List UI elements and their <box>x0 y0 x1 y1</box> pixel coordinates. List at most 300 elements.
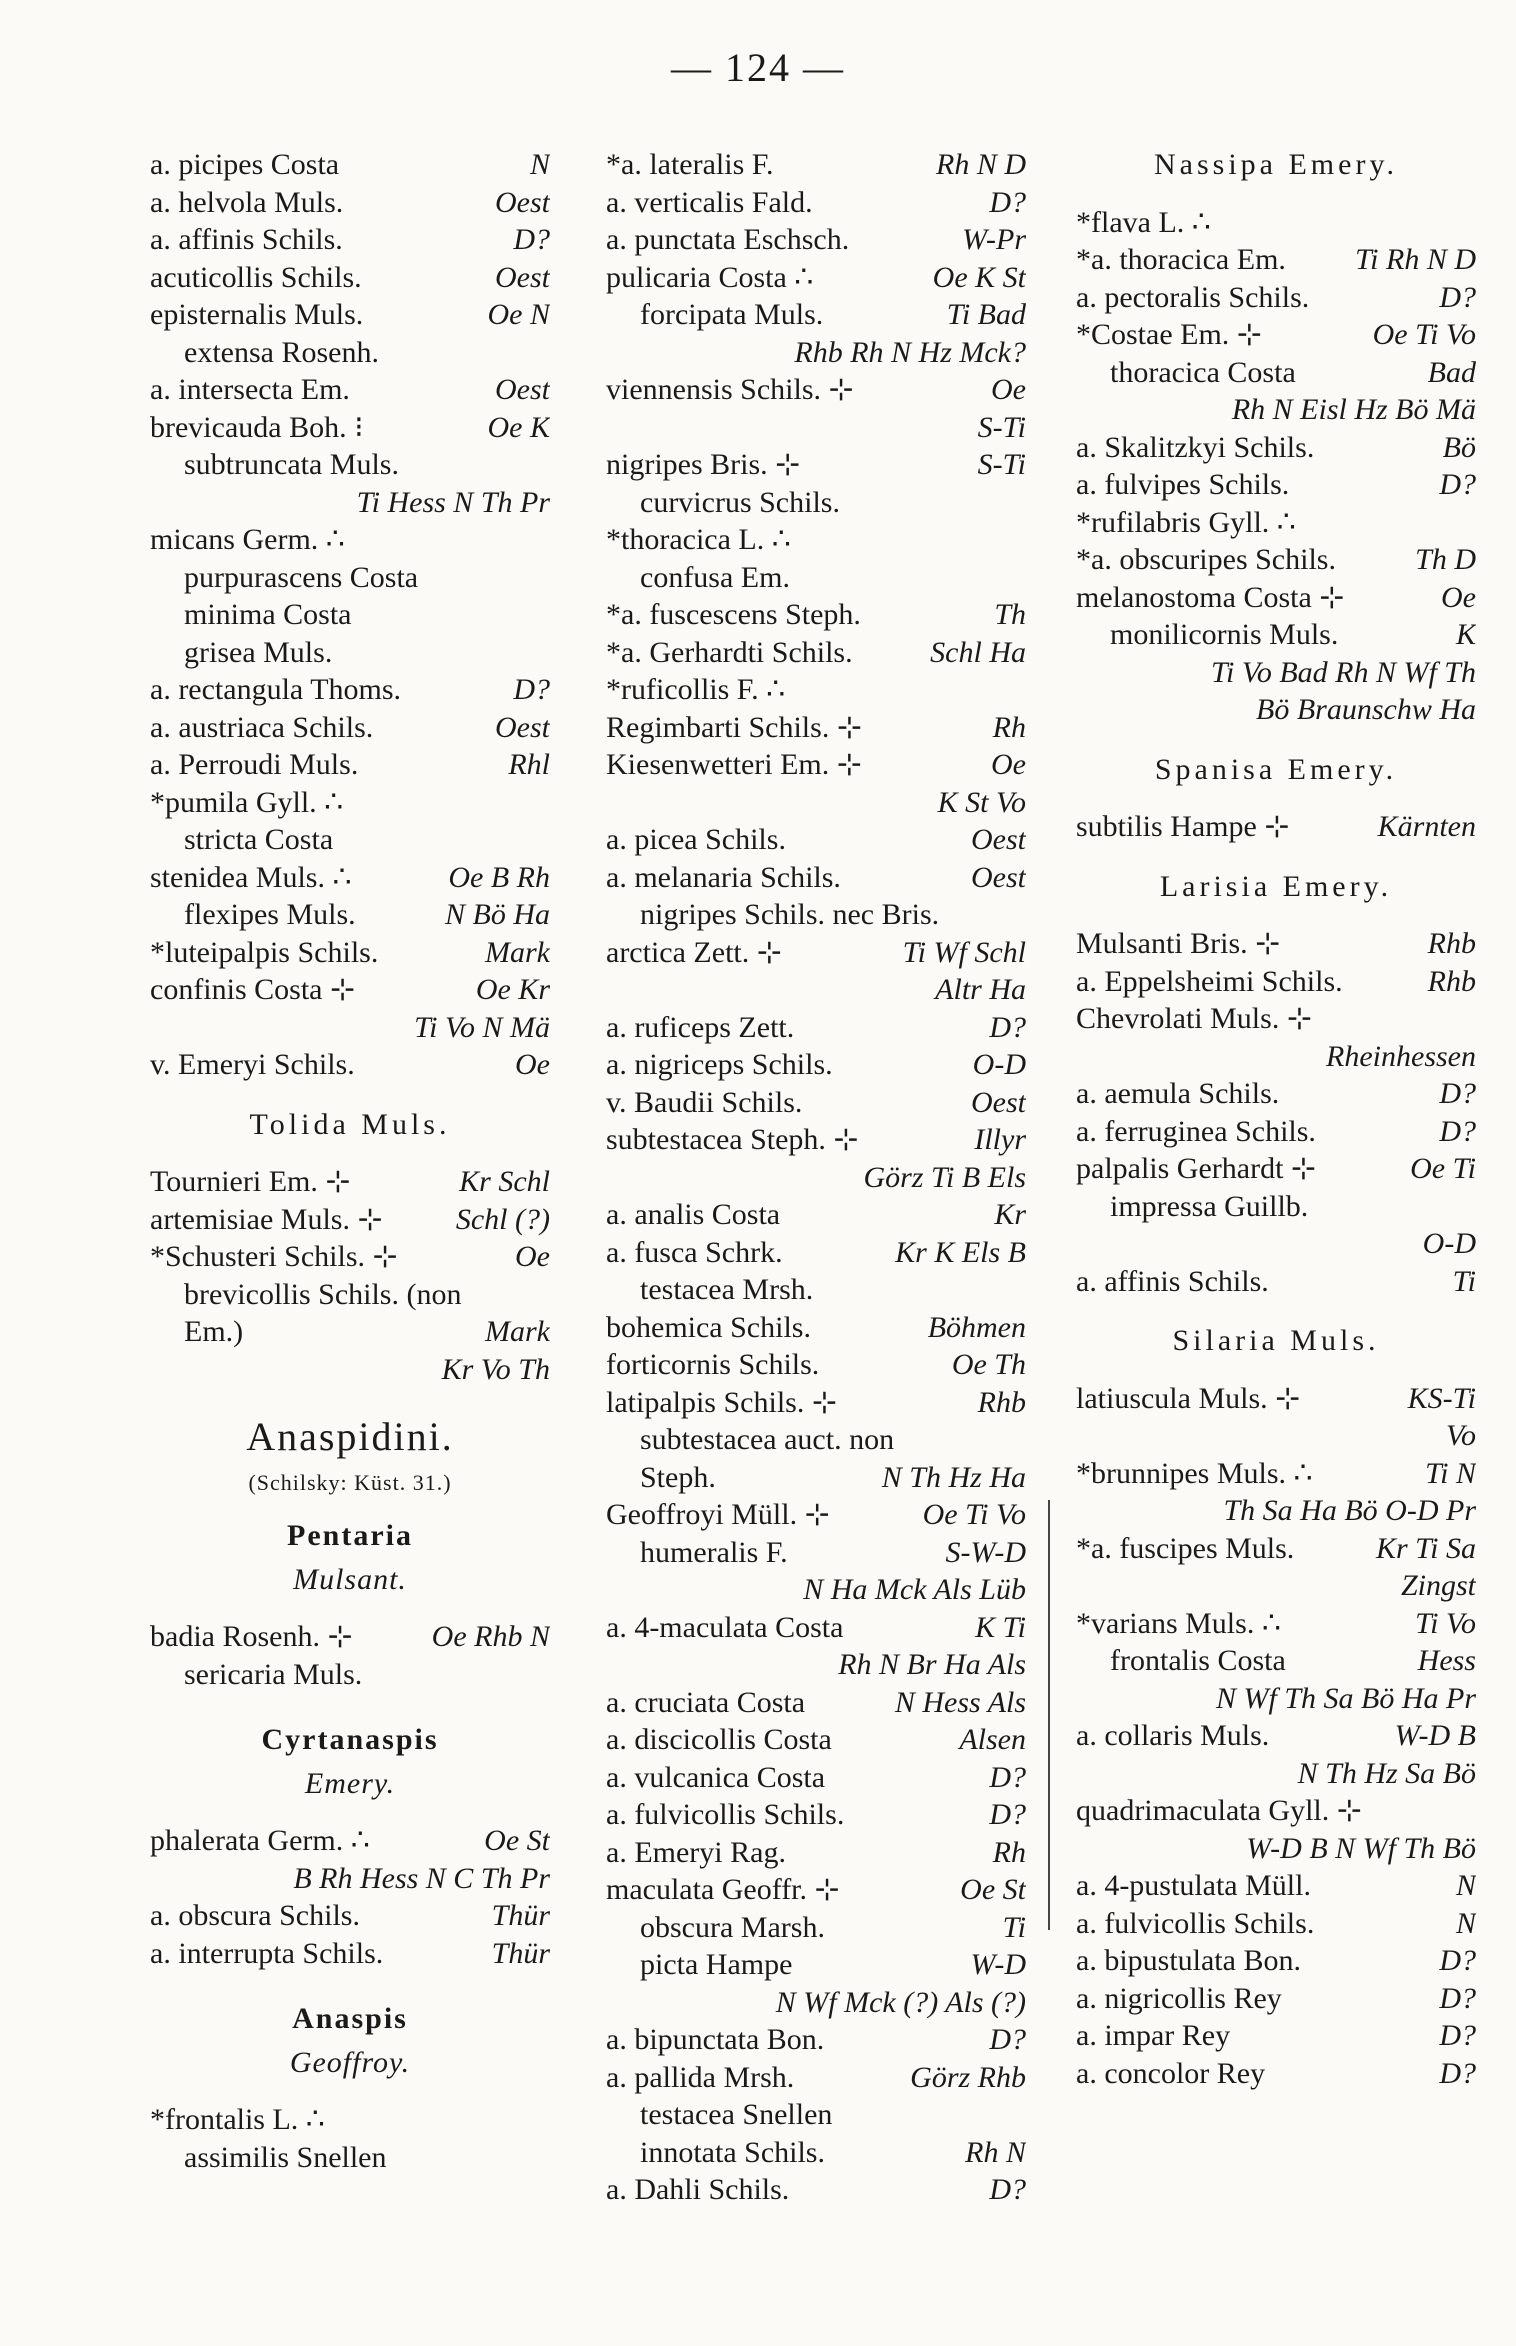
distribution-region: Th <box>990 596 1026 634</box>
distribution-continuation: K St Vo <box>937 785 1026 819</box>
species-name: Geoffroyi Müll. ⊹ <box>606 1498 830 1531</box>
catalog-entry <box>606 1121 1026 1159</box>
distribution-continuation: N Ha Mck Als Lüb <box>803 1573 1026 1606</box>
catalog-entry <box>1076 579 1476 617</box>
species-name: *flava L. ∴ <box>1076 205 1211 239</box>
species-name: subtestacea auct. non <box>640 1423 895 1456</box>
distribution-region: Rhb <box>1424 925 1476 963</box>
species-name: *a. fuscescens Steph. <box>606 598 861 631</box>
species-name: Em.) <box>184 1315 244 1348</box>
species-name: brevicauda Boh. ⁝ <box>150 410 364 444</box>
genus-author: Mulsant. <box>293 1562 407 1596</box>
catalog-entry <box>606 1459 1026 1497</box>
species-name: nigripes Schils. nec Bris. <box>640 898 940 931</box>
species-name: impressa Guillb. <box>1110 1189 1309 1223</box>
distribution-region: Rh N <box>961 2134 1026 2172</box>
catalog-entry <box>1076 1530 1476 1568</box>
catalog-entry <box>606 259 1026 297</box>
catalog-entry <box>606 1421 1026 1459</box>
catalog-entry <box>1076 1075 1476 1113</box>
distribution-region: Oest <box>491 709 550 747</box>
catalog-entry <box>1076 925 1476 963</box>
species-name: acuticollis Schils. <box>150 260 362 294</box>
catalog-entry <box>606 1271 1026 1309</box>
distribution-region: Illyr <box>970 1121 1026 1159</box>
distribution-region: D? <box>985 1759 1026 1797</box>
distribution-region: Schl Ha <box>926 634 1026 672</box>
genus-author: Emery. <box>304 1766 396 1800</box>
species-name: a. analis Costa <box>606 1198 781 1231</box>
species-name: a. fulvicollis Schils. <box>606 1798 845 1831</box>
catalog-entry <box>606 1759 1026 1797</box>
distribution-region: N Hess Als <box>891 1684 1026 1722</box>
species-name: a. bipustulata Bon. <box>1076 1944 1301 1977</box>
catalog-entry <box>150 2101 550 2139</box>
species-name: forticornis Schils. <box>606 1348 820 1381</box>
catalog-entry <box>150 634 550 672</box>
species-name: a. Skalitzkyi Schils. <box>1076 430 1315 464</box>
species-name: assimilis Snellen <box>184 2140 387 2174</box>
distribution-region: Oe Rhb N <box>428 1618 550 1656</box>
distribution-region: Oest <box>491 184 550 222</box>
species-name: humeralis F. <box>640 1535 788 1569</box>
catalog-entry <box>606 1871 1026 1909</box>
catalog-entry <box>606 184 1026 222</box>
species-name: Chevrolati Muls. ⊹ <box>1076 1002 1312 1035</box>
species-name: bohemica Schils. <box>606 1310 811 1344</box>
species-name: *frontalis L. ∴ <box>150 2103 325 2136</box>
distribution-region: D? <box>1435 1942 1476 1980</box>
species-name: a. melanaria Schils. <box>606 860 841 894</box>
catalog-entry <box>606 1609 1026 1647</box>
distribution-region: N <box>526 146 550 184</box>
distribution-region: Ti <box>1449 1263 1476 1301</box>
species-name: testacea Mrsh. <box>640 1273 814 1306</box>
catalog-entry <box>150 1276 550 1314</box>
distribution-continuation: Rheinhessen <box>1326 1039 1476 1073</box>
distribution-region: Ti <box>999 1909 1026 1947</box>
catalog-entry <box>606 1084 1026 1122</box>
page-number: — 124 — <box>671 45 845 90</box>
distribution-region: Oe Kr <box>472 971 550 1009</box>
distribution-continuation: O-D <box>1422 1227 1476 1260</box>
distribution-region: Oe <box>511 1046 550 1084</box>
distribution-region: Bö <box>1439 429 1476 467</box>
species-name: thoracica Costa <box>1110 355 1296 389</box>
catalog-entry <box>1076 2055 1476 2093</box>
catalog-entry <box>150 2139 550 2177</box>
catalog-entry <box>1076 1642 1476 1680</box>
catalog-entry <box>606 521 1026 559</box>
species-name: micans Germ. ∴ <box>150 523 345 556</box>
species-name: latipalpis Schils. ⊹ <box>606 1385 837 1419</box>
distribution-region: Oe B Rh <box>444 859 550 897</box>
species-name: phalerata Germ. ∴ <box>150 1824 370 1857</box>
distribution-region: Rhb <box>1424 963 1476 1001</box>
catalog-entry <box>150 1897 550 1935</box>
catalog-entry <box>150 1163 550 1201</box>
distribution-region: N <box>1452 1867 1476 1905</box>
catalog-entry <box>1076 1263 1476 1301</box>
catalog-entry <box>606 1196 1026 1234</box>
catalog-entry <box>1076 241 1476 279</box>
distribution-region: Oe Th <box>948 1346 1026 1384</box>
species-name: quadrimaculata Gyll. ⊹ <box>1076 1794 1362 1827</box>
species-name: episternalis Muls. <box>150 298 364 331</box>
distribution-continuation: Th Sa Ha Bö O-D Pr <box>1223 1494 1476 1527</box>
catalog-entry <box>606 596 1026 634</box>
catalog-entry <box>606 146 1026 184</box>
distribution-region: K Ti <box>971 1609 1026 1647</box>
species-name: a. Perroudi Muls. <box>150 748 359 781</box>
distribution-region: Rh N D <box>932 146 1026 184</box>
species-name: Mulsanti Bris. ⊹ <box>1076 927 1281 960</box>
distribution-continuation: Rhb Rh N Hz Mck? <box>794 335 1026 369</box>
species-name: a. intersecta Em. <box>150 373 350 406</box>
catalog-entry <box>1076 616 1476 654</box>
catalog-entry <box>1076 1942 1476 1980</box>
catalog-entry <box>150 746 550 784</box>
species-name: *pumila Gyll. ∴ <box>150 785 344 819</box>
species-name: grisea Muls. <box>184 635 333 669</box>
distribution-region: Oe St <box>956 1871 1026 1909</box>
distribution-region: Oe St <box>480 1822 550 1860</box>
distribution-continuation: W-D B N Wf Th Bö <box>1246 1831 1476 1865</box>
species-name: a. pectoralis Schils. <box>1076 280 1310 314</box>
distribution-region: Ti Rh N D <box>1351 241 1476 279</box>
genus-author: Geoffroy. <box>289 2045 411 2079</box>
distribution-region: D? <box>985 1009 1026 1047</box>
catalog-entry <box>150 709 550 747</box>
catalog-entry <box>150 371 550 409</box>
distribution-region: Oe N <box>484 296 551 334</box>
distribution-region: Schl (?) <box>452 1201 550 1239</box>
distribution-region: Oest <box>967 1084 1026 1122</box>
distribution-region: D? <box>509 221 550 259</box>
species-name: a. cruciata Costa <box>606 1685 806 1719</box>
species-name: *a. thoracica Em. <box>1076 243 1286 276</box>
species-name: a. austriaca Schils. <box>150 710 374 744</box>
catalog-entry <box>150 1201 550 1239</box>
species-name: Steph. <box>640 1460 716 1494</box>
distribution-region: D? <box>985 184 1026 222</box>
distribution-continuation: Ti Vo N Mä <box>414 1010 550 1044</box>
distribution-region: Kr <box>990 1196 1026 1234</box>
species-name: *varians Muls. ∴ <box>1076 1606 1281 1640</box>
distribution-region: S-W-D <box>941 1534 1026 1572</box>
species-name: a. nigriceps Schils. <box>606 1048 833 1081</box>
distribution-continuation: N Wf Th Sa Bö Ha Pr <box>1215 1681 1476 1715</box>
species-name: minima Costa <box>184 598 352 631</box>
genus-heading: Silaria Muls. <box>1172 1324 1380 1357</box>
species-name: a. vulcanica Costa <box>606 1760 826 1794</box>
distribution-continuation: Ti Vo Bad Rh N Wf Th <box>1210 655 1476 689</box>
species-name: a. nigricollis Rey <box>1076 1981 1282 2015</box>
species-name: v. Baudii Schils. <box>606 1085 803 1119</box>
catalog-entry <box>606 484 1026 522</box>
catalog-entry <box>1076 504 1476 542</box>
catalog-entry <box>606 1684 1026 1722</box>
catalog-entry <box>150 446 550 484</box>
distribution-region: Oe <box>511 1238 550 1276</box>
catalog-entry <box>606 1834 1026 1872</box>
distribution-continuation: B Rh Hess N C Th Pr <box>293 1861 550 1895</box>
catalog-entry <box>150 259 550 297</box>
distribution-continuation: N Th Hz Sa Bö <box>1297 1756 1476 1790</box>
species-name: a. Dahli Schils. <box>606 2173 790 2206</box>
catalog-entry <box>606 1909 1026 1947</box>
distribution-region: Ti N <box>1421 1455 1476 1493</box>
catalog-entry <box>606 1534 1026 1572</box>
catalog-entry <box>606 1721 1026 1759</box>
catalog-entry <box>150 671 550 709</box>
catalog-entry <box>606 1796 1026 1834</box>
catalog-entry <box>606 634 1026 672</box>
catalog-entry <box>1076 1605 1476 1643</box>
catalog-entry <box>606 1009 1026 1047</box>
species-name: a. affinis Schils. <box>1076 1264 1269 1298</box>
catalog-entry <box>150 409 550 447</box>
species-name: flexipes Muls. <box>184 898 356 931</box>
catalog-entry <box>150 146 550 184</box>
catalog-entry <box>150 184 550 222</box>
catalog-entry <box>606 746 1026 784</box>
species-name: a. helvola Muls. <box>150 185 344 219</box>
catalog-entry <box>150 1618 550 1656</box>
catalog-entry <box>150 1046 550 1084</box>
distribution-region: W-D B <box>1391 1717 1476 1755</box>
catalog-entry <box>606 559 1026 597</box>
distribution-region: Rh <box>989 709 1026 747</box>
species-name: *Schusteri Schils. ⊹ <box>150 1240 398 1273</box>
catalog-entry <box>150 296 550 334</box>
species-name: a. picea Schils. <box>606 823 786 856</box>
species-name: a. punctata Eschsch. <box>606 223 850 256</box>
species-name: *brunnipes Muls. ∴ <box>1076 1456 1313 1490</box>
distribution-region: W-D <box>966 1946 1026 1984</box>
species-name: stenidea Muls. ∴ <box>150 860 352 894</box>
distribution-region: Kr K Els B <box>891 1234 1026 1272</box>
distribution-region: Görz Rhb <box>906 2059 1026 2097</box>
species-name: a. ferruginea Schils. <box>1076 1114 1316 1148</box>
catalog-entry <box>150 1656 550 1694</box>
species-name: a. 4-maculata Costa <box>606 1610 844 1644</box>
catalog-entry <box>606 2021 1026 2059</box>
distribution-continuation: Zingst <box>1400 1569 1476 1602</box>
catalog-entry <box>1076 1000 1476 1038</box>
column-2 <box>606 146 1026 2209</box>
species-name: monilicornis Muls. <box>1110 618 1339 651</box>
genus-heading: Larisia Emery. <box>1159 869 1393 903</box>
species-name: a. ruficeps Zett. <box>606 1010 795 1044</box>
species-name: curvicrus Schils. <box>640 485 840 519</box>
catalog-entry <box>1076 541 1476 579</box>
species-name: a. concolor Rey <box>1076 2056 1266 2090</box>
catalog-entry <box>1076 1380 1476 1418</box>
genus-heading: Anaspis <box>292 2002 408 2035</box>
species-name: Tournieri Em. ⊹ <box>150 1165 351 1198</box>
tribe-heading: Anaspidini. <box>246 1414 454 1459</box>
species-name: viennensis Schils. ⊹ <box>606 373 854 406</box>
distribution-continuation: Rh N Br Ha Als <box>838 1648 1026 1681</box>
species-name: a. pallida Mrsh. <box>606 2060 795 2094</box>
species-name: subtruncata Muls. <box>184 448 399 481</box>
distribution-region: Kr Schl <box>455 1163 550 1201</box>
distribution-region: D? <box>1435 279 1476 317</box>
distribution-region: Böhmen <box>924 1309 1026 1347</box>
distribution-region: Kr Ti Sa <box>1372 1530 1476 1568</box>
distribution-region: D? <box>509 671 550 709</box>
distribution-region: Rh <box>989 1834 1026 1872</box>
catalog-entry <box>1076 1150 1476 1188</box>
species-name: *a. lateralis F. <box>606 148 774 181</box>
distribution-region: KS-Ti <box>1404 1380 1476 1418</box>
genus-heading: Pentaria <box>287 1519 413 1552</box>
species-name: a. picipes Costa <box>150 148 340 181</box>
catalog-entry <box>1076 1717 1476 1755</box>
catalog-entry <box>150 521 550 559</box>
distribution-region: Oest <box>967 821 1026 859</box>
distribution-continuation: Altr Ha <box>935 973 1026 1006</box>
distribution-region: Mark <box>481 1313 550 1351</box>
distribution-region: Th D <box>1411 541 1476 579</box>
catalog-entry <box>1076 963 1476 1001</box>
species-name: picta Hampe <box>640 1948 793 1981</box>
distribution-region: Mark <box>481 934 550 972</box>
column-1 <box>150 146 550 2176</box>
catalog-entry <box>1076 1905 1476 1943</box>
species-name: a. verticalis Fald. <box>606 185 813 219</box>
distribution-region: D? <box>1435 1980 1476 2018</box>
distribution-region: N <box>1452 1905 1476 1943</box>
species-name: subtilis Hampe ⊹ <box>1076 810 1290 843</box>
catalog-entry <box>606 1946 1026 1984</box>
catalog-entry <box>606 1346 1026 1384</box>
genus-heading: Cyrtanaspis <box>261 1723 439 1756</box>
species-name: subtestacea Steph. ⊹ <box>606 1123 859 1156</box>
species-name: *ruficollis F. ∴ <box>606 673 786 706</box>
catalog-entry <box>606 371 1026 409</box>
genus-heading: Nassipa Emery. <box>1154 148 1398 181</box>
catalog-entry <box>150 859 550 897</box>
catalog-entry <box>150 934 550 972</box>
species-name: *Costae Em. ⊹ <box>1076 318 1262 351</box>
catalog-entry <box>606 896 1026 934</box>
species-name: Regimbarti Schils. ⊹ <box>606 710 862 744</box>
distribution-region: Oe K St <box>929 259 1026 297</box>
species-name: palpalis Gerhardt ⊹ <box>1076 1152 1317 1185</box>
species-name: a. interrupta Schils. <box>150 1936 384 1970</box>
species-name: artemisiae Muls. ⊹ <box>150 1202 383 1236</box>
species-name: nigripes Bris. ⊹ <box>606 448 801 481</box>
distribution-continuation: S-Ti <box>977 410 1026 444</box>
species-name: innotata Schils. <box>640 2135 825 2169</box>
distribution-region: Thür <box>488 1897 550 1935</box>
species-name: a. aemula Schils. <box>1076 1077 1280 1110</box>
margin-rule <box>1048 1500 1050 1930</box>
catalog-entry <box>606 1046 1026 1084</box>
species-name: confinis Costa ⊹ <box>150 973 356 1006</box>
species-name: *luteipalpis Schils. <box>150 935 379 969</box>
catalog-entry <box>1076 1792 1476 1830</box>
distribution-region: N Bö Ha <box>441 896 550 934</box>
species-name: sericaria Muls. <box>184 1657 363 1691</box>
distribution-region: D? <box>1435 466 1476 504</box>
distribution-continuation: Rh N Eisl Hz Bö Mä <box>1231 393 1476 426</box>
catalog-entry <box>606 221 1026 259</box>
distribution-region: Kärnten <box>1374 808 1476 846</box>
catalog-entry <box>150 896 550 934</box>
catalog-entry <box>606 296 1026 334</box>
species-name: a. discicollis Costa <box>606 1723 832 1756</box>
catalog-entry <box>606 1309 1026 1347</box>
species-name: a. 4-pustulata Müll. <box>1076 1869 1311 1902</box>
species-name: pulicaria Costa ∴ <box>606 260 814 294</box>
distribution-continuation: Vo <box>1446 1419 1476 1452</box>
catalog-entry <box>1076 279 1476 317</box>
catalog-entry <box>150 559 550 597</box>
distribution-continuation: N Wf Mck (?) Als (?) <box>775 1985 1026 2019</box>
catalog-entry <box>1076 354 1476 392</box>
catalog-entry <box>1076 1113 1476 1151</box>
distribution-region: Oe <box>1437 579 1476 617</box>
catalog-entry <box>606 1234 1026 1272</box>
distribution-region: D? <box>985 2021 1026 2059</box>
catalog-entry <box>606 671 1026 709</box>
catalog-entry <box>150 221 550 259</box>
distribution-region: Rhb <box>974 1384 1026 1422</box>
catalog-entry <box>1076 204 1476 242</box>
distribution-region: D? <box>985 2171 1026 2209</box>
species-name: testacea Snellen <box>640 2098 833 2131</box>
distribution-region: Rhl <box>504 746 550 784</box>
species-name: a. obscura Schils. <box>150 1899 360 1932</box>
catalog-entry <box>1076 808 1476 846</box>
distribution-region: Oe <box>987 746 1026 784</box>
distribution-region: W-Pr <box>958 221 1026 259</box>
catalog-entry <box>606 821 1026 859</box>
species-name: forcipata Muls. <box>640 298 824 331</box>
distribution-region: D? <box>1435 1113 1476 1151</box>
species-name: obscura Marsh. <box>640 1910 825 1944</box>
distribution-region: Oe Ti <box>1406 1150 1476 1188</box>
species-name: a. Emeryi Rag. <box>606 1835 786 1869</box>
catalog-entry <box>150 1313 550 1351</box>
distribution-region: Oest <box>491 371 550 409</box>
catalog-entry <box>1076 429 1476 467</box>
catalog-entry <box>1076 1980 1476 2018</box>
species-name: *a. fuscipes Muls. <box>1076 1531 1295 1565</box>
catalog-entry <box>606 2059 1026 2097</box>
species-name: purpurascens Costa <box>184 560 419 594</box>
species-name: *rufilabris Gyll. ∴ <box>1076 505 1296 539</box>
species-name: brevicollis Schils. (non <box>184 1277 462 1311</box>
distribution-region: O-D <box>969 1046 1026 1084</box>
species-name: a. bipunctata Bon. <box>606 2023 825 2056</box>
species-name: confusa Em. <box>640 560 790 594</box>
catalog-entry <box>150 1822 550 1860</box>
distribution-region: Bad <box>1424 354 1476 392</box>
catalog-entry <box>606 2096 1026 2134</box>
species-name: a. Eppelsheimi Schils. <box>1076 964 1343 998</box>
distribution-region: Oest <box>967 859 1026 897</box>
distribution-continuation: Görz Ti B Els <box>863 1160 1026 1194</box>
species-name: melanostoma Costa ⊹ <box>1076 580 1345 614</box>
species-name: a. affinis Schils. <box>150 223 343 256</box>
distribution-region: K <box>1452 616 1476 654</box>
catalog-entry <box>1076 1455 1476 1493</box>
species-name: latiuscula Muls. ⊹ <box>1076 1381 1301 1415</box>
